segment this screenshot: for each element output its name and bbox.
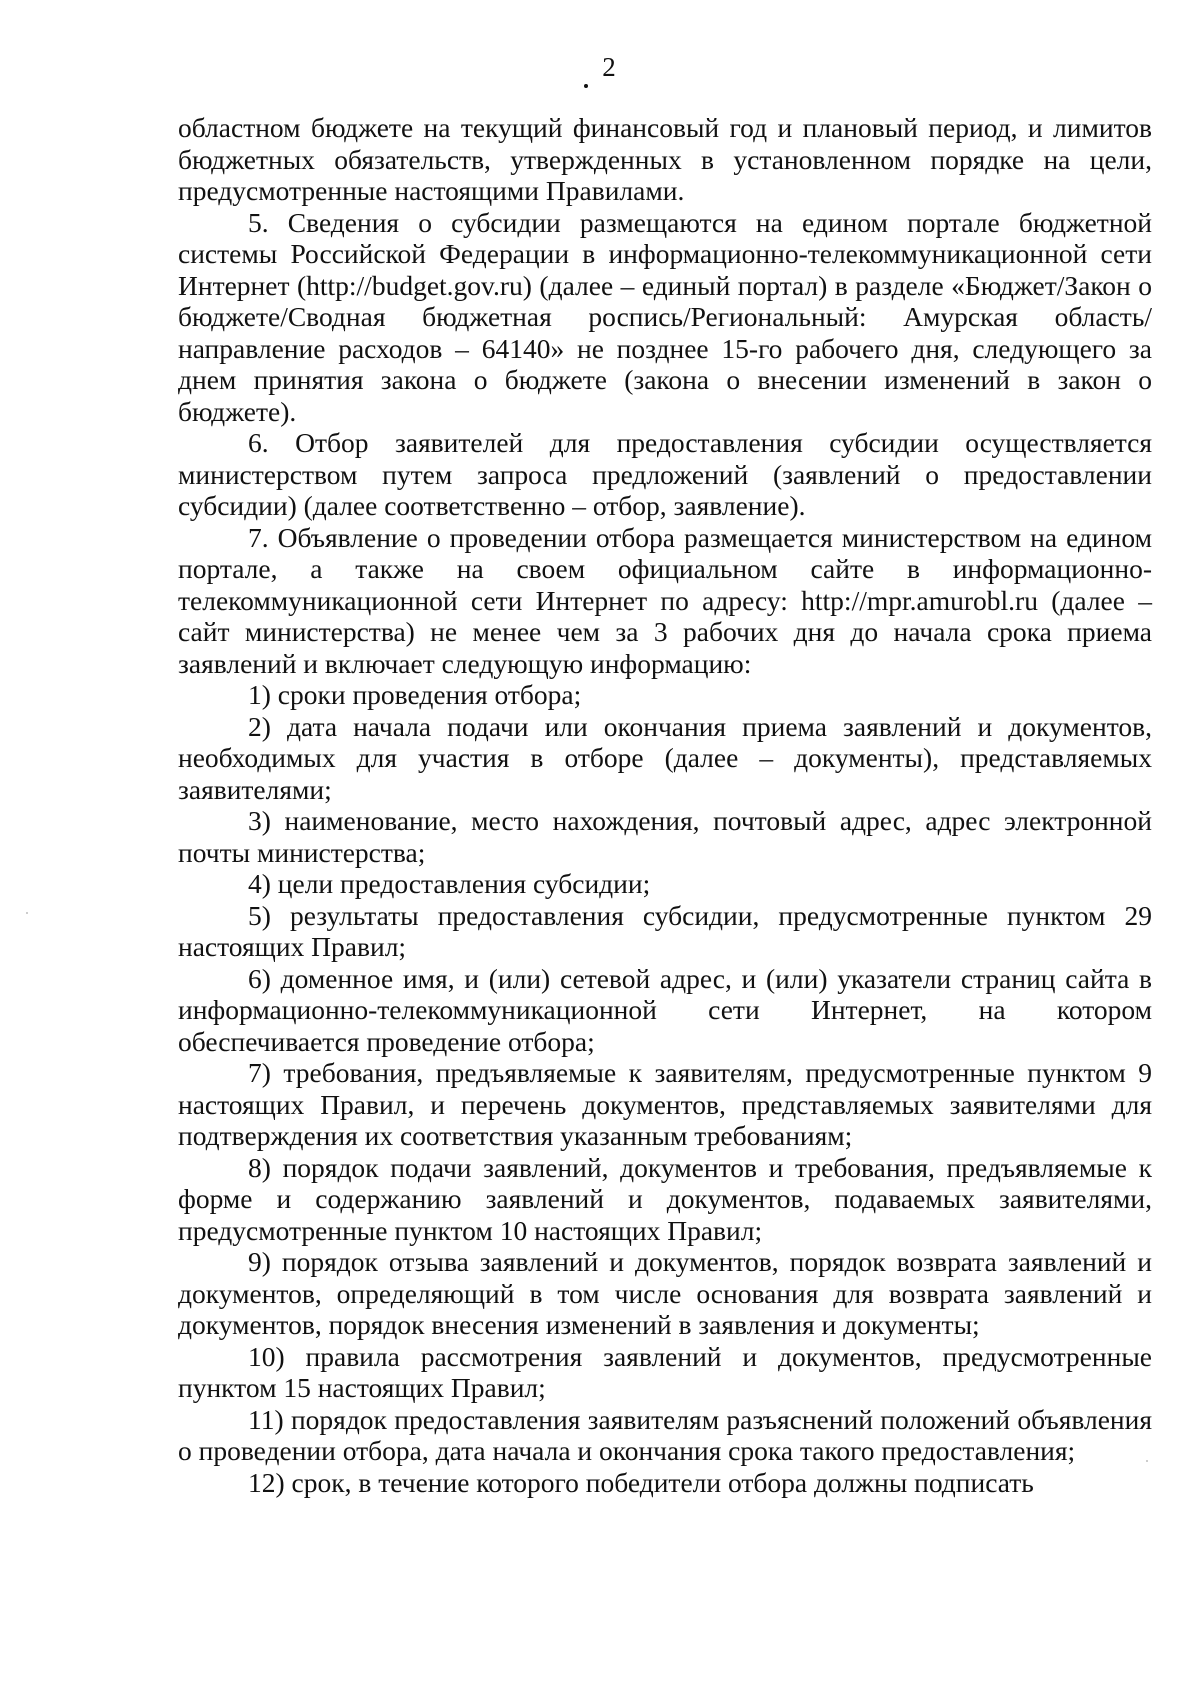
list-item-6: 6) доменное имя, и (или) сетевой адрес, и (или) указатели страниц сайта в информационно-телекоммуникационной сети Интернет, на котором обеспечивается проведение отбора; xyxy=(178,962,1152,1057)
paragraph-item-6: 6. Отбор заявителей для предоставления субсидии осуществляется министерством путем запроса предложений (заявлений о предоставлении субсидии) (далее соответственно – отбор, заявление). xyxy=(178,427,1152,521)
paragraph-item-5: 5. Сведения о субсидии размещаются на едином портале бюджетной системы Российской Федерации в информационно-телекоммуникационной сети Интернет (http://budget.gov.ru) (далее – единый портал) в разделе «Бюджет/Закон о бюджете/Сводная бюджетная роспись/Региональный: Амурская область/направление расходов – 64140» не позднее 15-го рабочего дня, следующего за днем принятия закона о бюджете (закона о внесении изменений в закон о бюджете). xyxy=(178,206,1152,427)
list-item-7: 7) требования, предъявляемые к заявителям, предусмотренные пунктом 9 настоящих Правил, и перечень документов, представляемых заявителями для подтверждения их соответствия указанным требованиям; xyxy=(178,1057,1152,1151)
list-item-9: 9) порядок отзыва заявлений и документов, порядок возврата заявлений и документов, определяющий в том числе основания для возврата заявлений и документов, порядок внесения изменений в заявления и документы; xyxy=(178,1246,1152,1340)
list-item-2: 2) дата начала подачи или окончания приема заявлений и документов, необходимых для участия в отборе (далее – документы), представляемых заявителями; xyxy=(178,710,1152,805)
list-item-10: 10) правила рассмотрения заявлений и документов, предусмотренные пунктом 15 настоящих Правил; xyxy=(178,1340,1152,1403)
list-item-5: 5) результаты предоставления субсидии, предусмотренные пунктом 29 настоящих Правил; xyxy=(178,899,1152,962)
list-item-11: 11) порядок предоставления заявителям разъяснений положений объявления о проведении отбора, дата начала и окончания срока такого предоставления; xyxy=(178,1403,1152,1466)
list-item-8: 8) порядок подачи заявлений, документов и требования, предъявляемые к форме и содержанию заявлений и документов, подаваемых заявителями, предусмотренные пунктом 10 настоящих Правил; xyxy=(178,1151,1152,1246)
scan-speck xyxy=(1146,1460,1148,1462)
scan-dot xyxy=(584,84,588,88)
list-item-12: 12) срок, в течение которого победители отбора должны подписать xyxy=(248,1466,1034,1498)
paragraph-item-7: 7. Объявление о проведении отбора размещается министерством на едином портале, а также на своем официальном сайте в информационно-телекоммуникационной сети Интернет по адресу: http://mpr.amurobl.ru (далее – сайт министерства) не менее чем за 3 рабочих дня до начала срока приема заявлений и включает следующую информацию: xyxy=(178,521,1152,679)
document-body xyxy=(178,112,1152,1498)
list-item-1: 1) сроки проведения отбора; xyxy=(248,679,582,710)
list-item-4: 4) цели предоставления субсидии; xyxy=(248,868,651,899)
page-number xyxy=(0,52,1200,88)
scan-speck xyxy=(26,912,28,914)
paragraph-continuation: областном бюджете на текущий финансовый год и плановый период, и лимитов бюджетных обязательств, утвержденных в установленном порядке на цели, предусмотренные настоящими Правилами. xyxy=(178,112,1152,206)
list-item-3: 3) наименование, место нахождения, почтовый адрес, адрес электронной почты министерства; xyxy=(178,805,1152,868)
page-number-text: 2 xyxy=(602,52,616,82)
